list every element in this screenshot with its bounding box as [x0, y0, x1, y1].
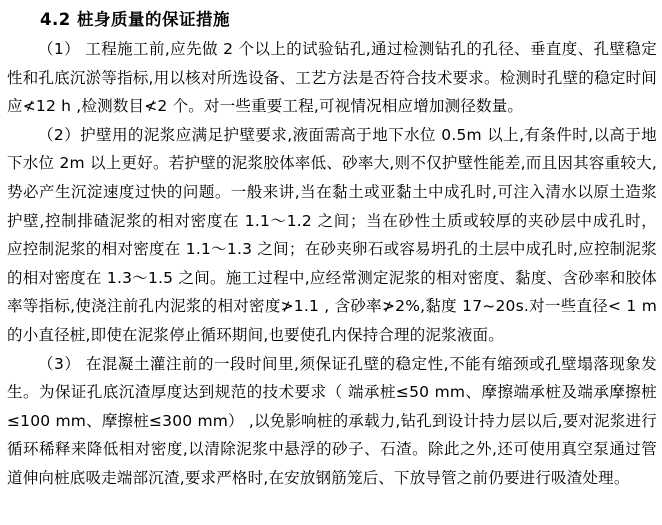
paragraph-1-test-boreholes: （1） 工程施工前,应先做 2 个以上的试验钻孔,通过检测钻孔的孔径、垂直度、孔壁稳定性和孔底沉淤等指标,用以核对所选设备、工艺方法是否符合技术要求。检测时孔壁的稳定时间应≮12 h ,检测数目≮2 个。对一些重要工程,可视情况相应增加测径数量。	[7, 40, 657, 116]
section-heading: 4.2 桩身质量的保证措施	[40, 10, 230, 29]
paragraph-2-slurry-wall-protection: （2）护壁用的泥浆应满足护壁要求,液面需高于地下水位 0.5m 以上,有条件时,以高于地下水位 2m 以上更好。若护壁的泥浆胶体率低、砂率大,则不仅护壁性能差,而且因其容重较大,势必产生沉淀速度过快的问题。一般来讲,当在黏土或亚黏土中成孔时,可注入清水以原土造浆护壁,控制排碴泥浆的相对密度在 1.1～1.2 之间；当在砂性土质或较厚的夹砂层中成孔时， 应控制泥浆的相对密度在 1.1～1.3 之间；在砂夹卵石或容易坍孔的土层中成孔时,应控制泥浆的相对密度在 1.3～1.5 之间。施工过程中,应经常测定泥浆的相对密度、黏度、含砂率和胶体率等指标,使浇注前孔内泥浆的相对密度≯1.1 , 含砂率≯2%,黏度 17~20s.对一些直径< 1 m 的小直径桩,即使在泥浆停止循环期间,也要使孔内保持合理的泥浆液面。	[7, 125, 657, 344]
paragraph-3-sediment-control: （3） 在混凝土灌注前的一段时间里,须保证孔壁的稳定性,不能有缩颈或孔壁塌落现象发生。为保证孔底沉渣厚度达到规范的技术要求（ 端承桩≤50 mm、摩擦端承桩及端承摩擦桩≤100 mm、摩擦桩≤300 mm） ,以免影响桩的承载力,钻孔到设计持力层以后,要对泥浆进行循环稀释来降低相对密度,以清除泥浆中悬浮的砂子、石渣。除此之外,还可使用真空泵通过管道伸向桩底吸走端部沉渣,要求严格时,在安放钢筋笼后、下放导管之前仍要进行吸渣处理。	[7, 354, 657, 487]
